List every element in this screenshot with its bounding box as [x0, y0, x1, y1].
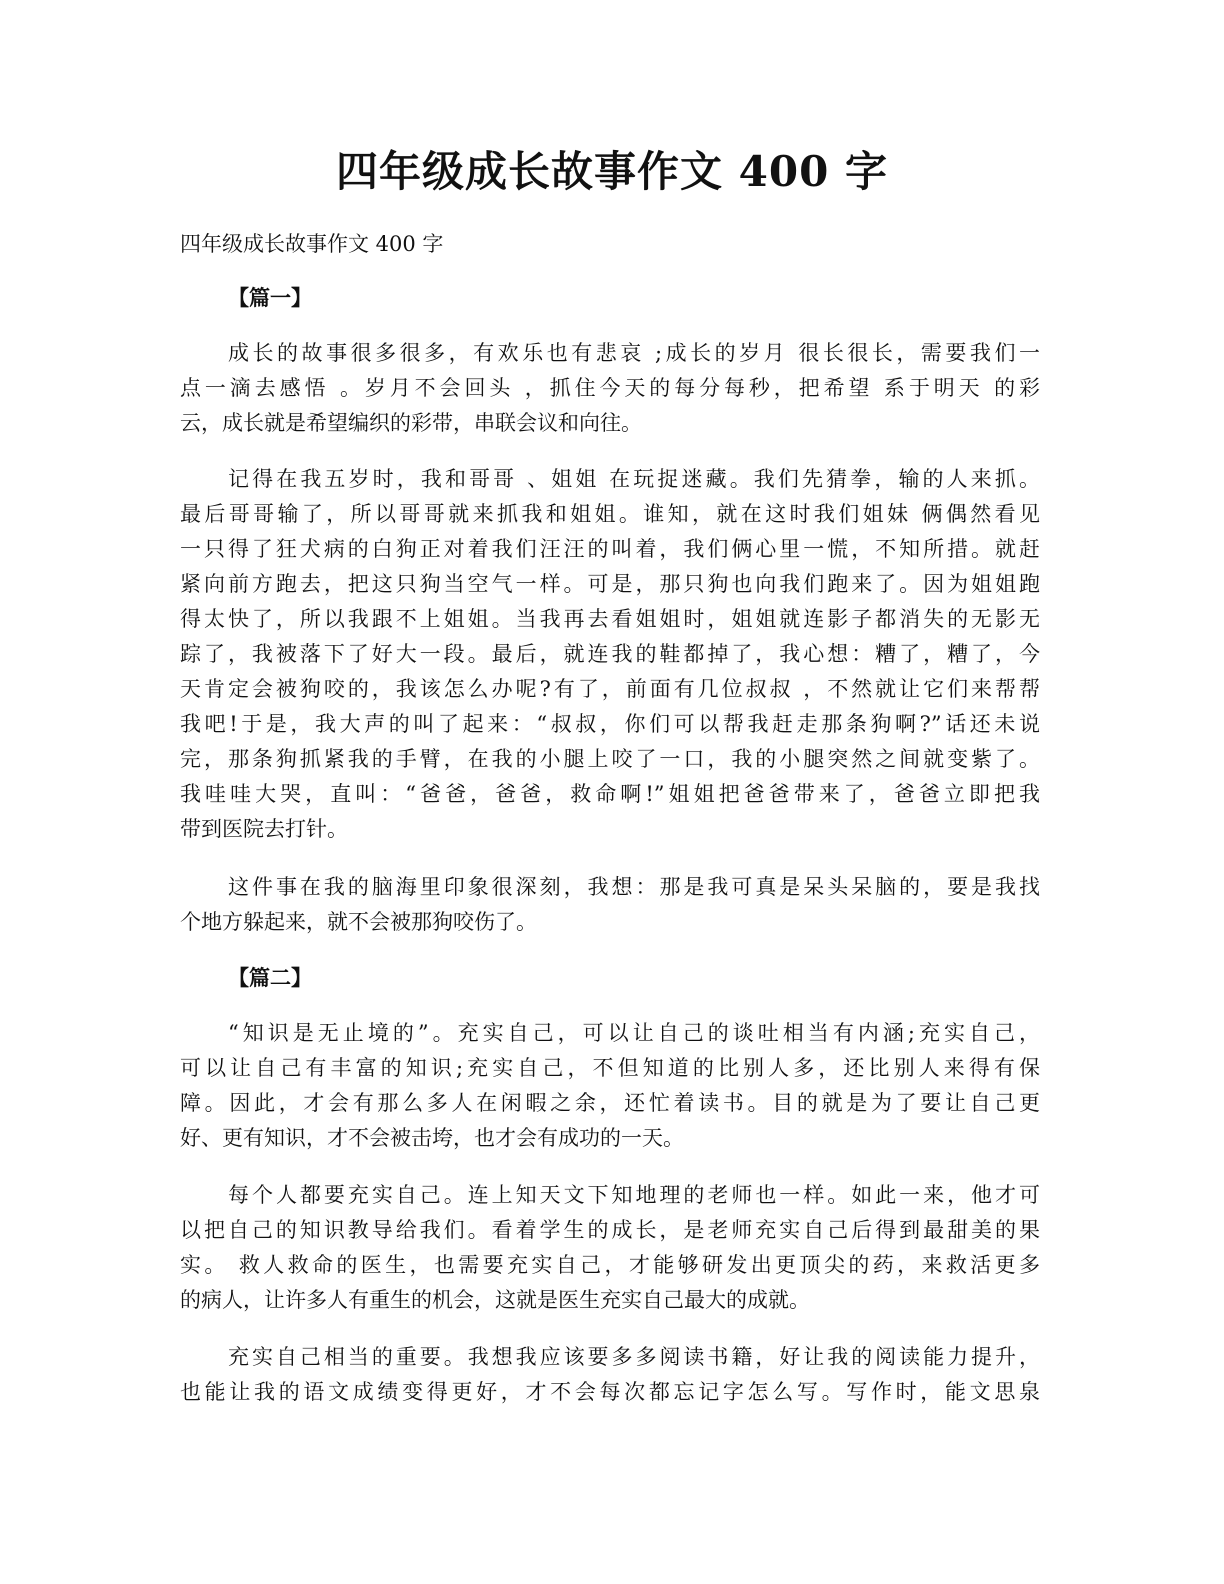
section-heading-1: 【篇一】 — [228, 285, 312, 310]
text-line: 也能让我的语文成绩变得更好，才不会每次都忘记字怎么写。写作时，能文思泉 — [180, 1380, 1040, 1404]
paragraph — [180, 462, 1040, 847]
text-line: 天肯定会被狗咬的，我该怎么办呢?有了，前面有几位叔叔 ，不然就让它们来帮帮 — [180, 677, 1040, 701]
text-line: 紧向前方跑去，把这只狗当空气一样。可是，那只狗也向我们跑来了。因为姐姐跑 — [180, 572, 1040, 596]
document-title: 四年级成长故事作文 400 字 — [336, 147, 888, 196]
text-line: 我哇哇大哭，直叫：“爸爸，爸爸，救命啊!”姐姐把爸爸带来了，爸爸立即把我 — [180, 782, 1040, 806]
text-line: 实。 救人救命的医生，也需要充实自己，才能够研发出更顶尖的药，来救活更多 — [180, 1253, 1040, 1277]
text-line: 云，成长就是希望编织的彩带，串联会议和向往。 — [180, 411, 642, 435]
text-line: 完，那条狗抓紧我的手臂，在我的小腿上咬了一口，我的小腿突然之间就变紫了。 — [180, 747, 1040, 771]
document-subtitle: 四年级成长故事作文 400 字 — [180, 232, 444, 256]
text-line: “知识是无止境的”。充实自己，可以让自己的谈吐相当有内涵;充实自己， — [228, 1021, 1040, 1045]
text-line: 每个人都要充实自己。连上知天文下知地理的老师也一样。如此一来，他才可 — [228, 1183, 1040, 1207]
text-line: 障。因此，才会有那么多人在闲暇之余，还忙着读书。目的就是为了要让自己更 — [180, 1091, 1040, 1115]
paragraph — [180, 1340, 1040, 1410]
text-line: 记得在我五岁时，我和哥哥 、姐姐 在玩捉迷藏。我们先猜拳，输的人来抓。 — [228, 467, 1040, 491]
text-line: 好、更有知识，才不会被击垮，也才会有成功的一天。 — [180, 1126, 684, 1150]
text-line: 个地方躲起来，就不会被那狗咬伤了。 — [180, 910, 537, 934]
text-line: 点一滴去感悟 。岁月不会回头 ，抓住今天的每分每秒，把希望 系于明天 的彩 — [180, 376, 1040, 400]
paragraph — [180, 1016, 1040, 1156]
text-line: 带到医院去打针。 — [180, 817, 348, 841]
text-line: 得太快了，所以我跟不上姐姐。当我再去看姐姐时，姐姐就连影子都消失的无影无 — [180, 607, 1040, 631]
text-line: 以把自己的知识教导给我们。看着学生的成长，是老师充实自己后得到最甜美的果 — [180, 1218, 1040, 1242]
text-line: 这件事在我的脑海里印象很深刻，我想：那是我可真是呆头呆脑的，要是我找 — [228, 875, 1040, 899]
text-line: 一只得了狂犬病的白狗正对着我们汪汪的叫着，我们俩心里一慌，不知所措。就赶 — [180, 537, 1040, 561]
text-line: 成长的故事很多很多，有欢乐也有悲哀 ;成长的岁月 很长很长，需要我们一 — [228, 341, 1040, 365]
text-line: 可以让自己有丰富的知识;充实自己，不但知道的比别人多，还比别人来得有保 — [180, 1056, 1040, 1080]
section-heading-2: 【篇二】 — [228, 965, 312, 990]
paragraph — [180, 336, 1040, 441]
paragraph — [180, 1178, 1040, 1318]
text-line: 充实自己相当的重要。我想我应该要多多阅读书籍，好让我的阅读能力提升， — [228, 1345, 1040, 1369]
text-line: 最后哥哥输了，所以哥哥就来抓我和姐姐。谁知，就在这时我们姐妹 俩偶然看见 — [180, 502, 1040, 526]
text-line: 的病人，让许多人有重生的机会，这就是医生充实自己最大的成就。 — [180, 1288, 810, 1312]
paragraph — [180, 870, 1040, 940]
text-line: 我吧!于是，我大声的叫了起来：“叔叔，你们可以帮我赶走那条狗啊?”话还未说 — [180, 712, 1040, 736]
text-line: 踪了，我被落下了好大一段。最后，就连我的鞋都掉了，我心想：糟了，糟了，今 — [180, 642, 1040, 666]
